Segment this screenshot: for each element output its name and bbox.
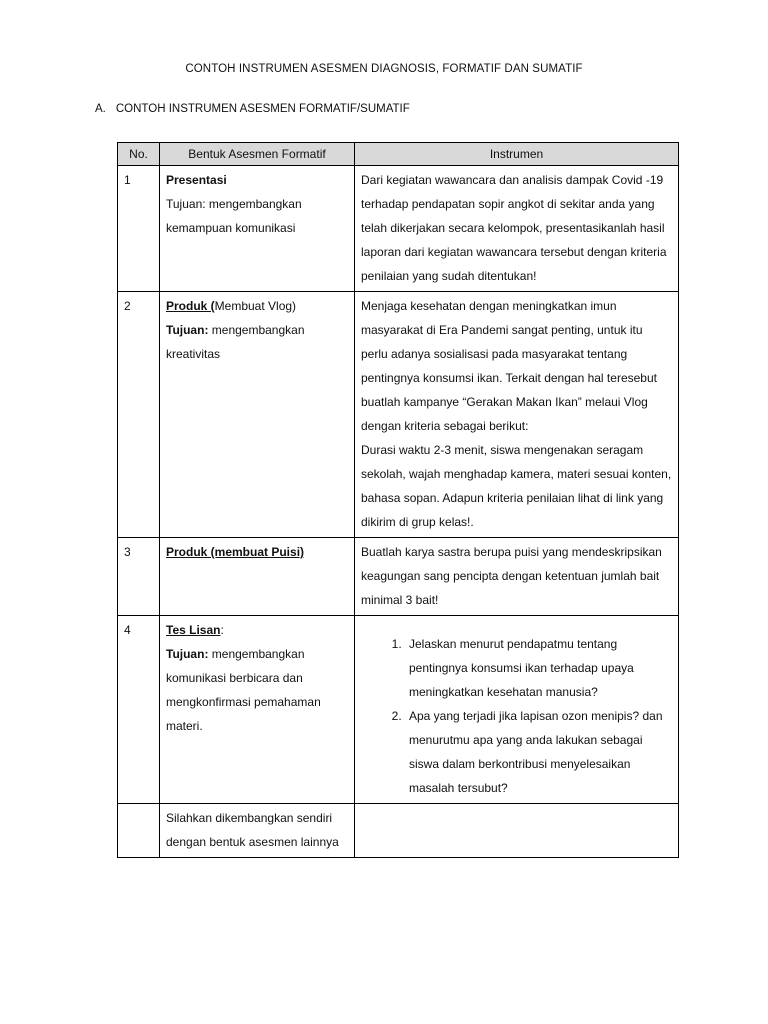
form-title-rest: Membuat Vlog) (214, 299, 297, 313)
assessment-goal (166, 192, 348, 240)
assessment-form-cell (160, 292, 355, 538)
instrument-text: Buatlah karya sastra berupa puisi yang mendeskripsikan keagungan sang pencipta dengan ketentuan jumlah bait minimal 3 bait! (361, 545, 662, 607)
instrument-table (117, 142, 679, 858)
assessment-goal (166, 642, 348, 738)
row-number: 4 (118, 616, 160, 804)
table-row (118, 292, 679, 538)
question-list (361, 632, 672, 800)
assessment-form-cell (160, 166, 355, 292)
row-number: 2 (118, 292, 160, 538)
goal-label: Tujuan: (166, 197, 206, 211)
goal-label: Tujuan: (166, 647, 209, 661)
section-letter: A. (95, 103, 106, 115)
assessment-form-note: Silahkan dikembangkan sendiri dengan bentuk asesmen lainnya (166, 811, 339, 849)
table-header-row (118, 143, 679, 166)
instrument-cell (355, 292, 679, 538)
instrument-cell (355, 166, 679, 292)
goal-label: Tujuan: (166, 323, 209, 337)
goal-text: mengembangkan kreativitas (166, 323, 305, 361)
section-heading (95, 103, 410, 115)
header-no: No. (118, 143, 160, 166)
form-title-bold: Produk ( (166, 299, 215, 313)
goal-text: mengembangkan kemampuan komunikasi (166, 197, 302, 235)
assessment-form-cell (160, 616, 355, 804)
assessment-form-title: Presentasi (166, 173, 227, 187)
instrument-criteria: Durasi waktu 2-3 menit, siswa mengenakan seragam sekolah, wajah menghadap kamera, materi sesuai konten, bahasa sopan. Adapun kriteria penilaian lihat di link yang dikirim di grup kelas!. (361, 443, 672, 529)
section-title: CONTOH INSTRUMEN ASESMEN FORMATIF/SUMATIF (115, 103, 410, 115)
assessment-form-title (166, 618, 348, 642)
assessment-form-cell (160, 538, 355, 616)
table-row (118, 538, 679, 616)
question-item: 2. Apa yang terjadi jika lapisan ozon menipis? dan menurutmu apa yang anda lakukan sebagai siswa dalam berkontribusi menyelesaikan masalah tersubut? (405, 704, 672, 800)
form-title-suffix: : (220, 623, 224, 637)
table-row (118, 804, 679, 858)
row-number: 1 (118, 166, 160, 292)
question-item: 1. Jelaskan menurut pendapatmu tentang pentingnya konsumsi ikan terhadap upaya meningkatkan kesehatan manusia? (405, 632, 672, 704)
instrument-cell (355, 804, 679, 858)
row-number (118, 804, 160, 858)
form-title-bold: Tes Lisan (166, 623, 221, 637)
table-row (118, 616, 679, 804)
assessment-form-cell (160, 804, 355, 858)
assessment-form-title (166, 294, 348, 318)
goal-text: mengembangkan komunikasi berbicara dan mengkonfirmasi pemahaman materi. (166, 647, 321, 733)
assessment-goal (166, 318, 348, 366)
header-instrumen: Instrumen (355, 143, 679, 166)
document-title: CONTOH INSTRUMEN ASESMEN DIAGNOSIS, FORMATIF DAN SUMATIF (185, 63, 583, 75)
instrument-cell (355, 616, 679, 804)
instrument-text: Dari kegiatan wawancara dan analisis dampak Covid -19 terhadap pendapatan sopir angkot di sekitar anda yang telah dikerjakan secara kelompok, presentasikanlah hasil laporan dari kegiatan wawancara tersebut dengan kriteria penilaian yang sudah ditentukan! (361, 173, 667, 283)
instrument-text: Menjaga kesehatan dengan meningkatkan imun masyarakat di Era Pandemi sangat penting, untuk itu perlu adanya sosialisasi pada masyarakat tentang pentingnya konsumsi ikan. Terkait dengan hal teresebut buatlah kampanye “Gerakan Makan Ikan” melaui Vlog dengan kriteria sebagai berikut: (361, 299, 657, 433)
instrument-cell (355, 538, 679, 616)
assessment-form-title: Produk (membuat Puisi) (166, 545, 305, 559)
header-bentuk: Bentuk Asesmen Formatif (160, 143, 355, 166)
table-row (118, 166, 679, 292)
row-number: 3 (118, 538, 160, 616)
